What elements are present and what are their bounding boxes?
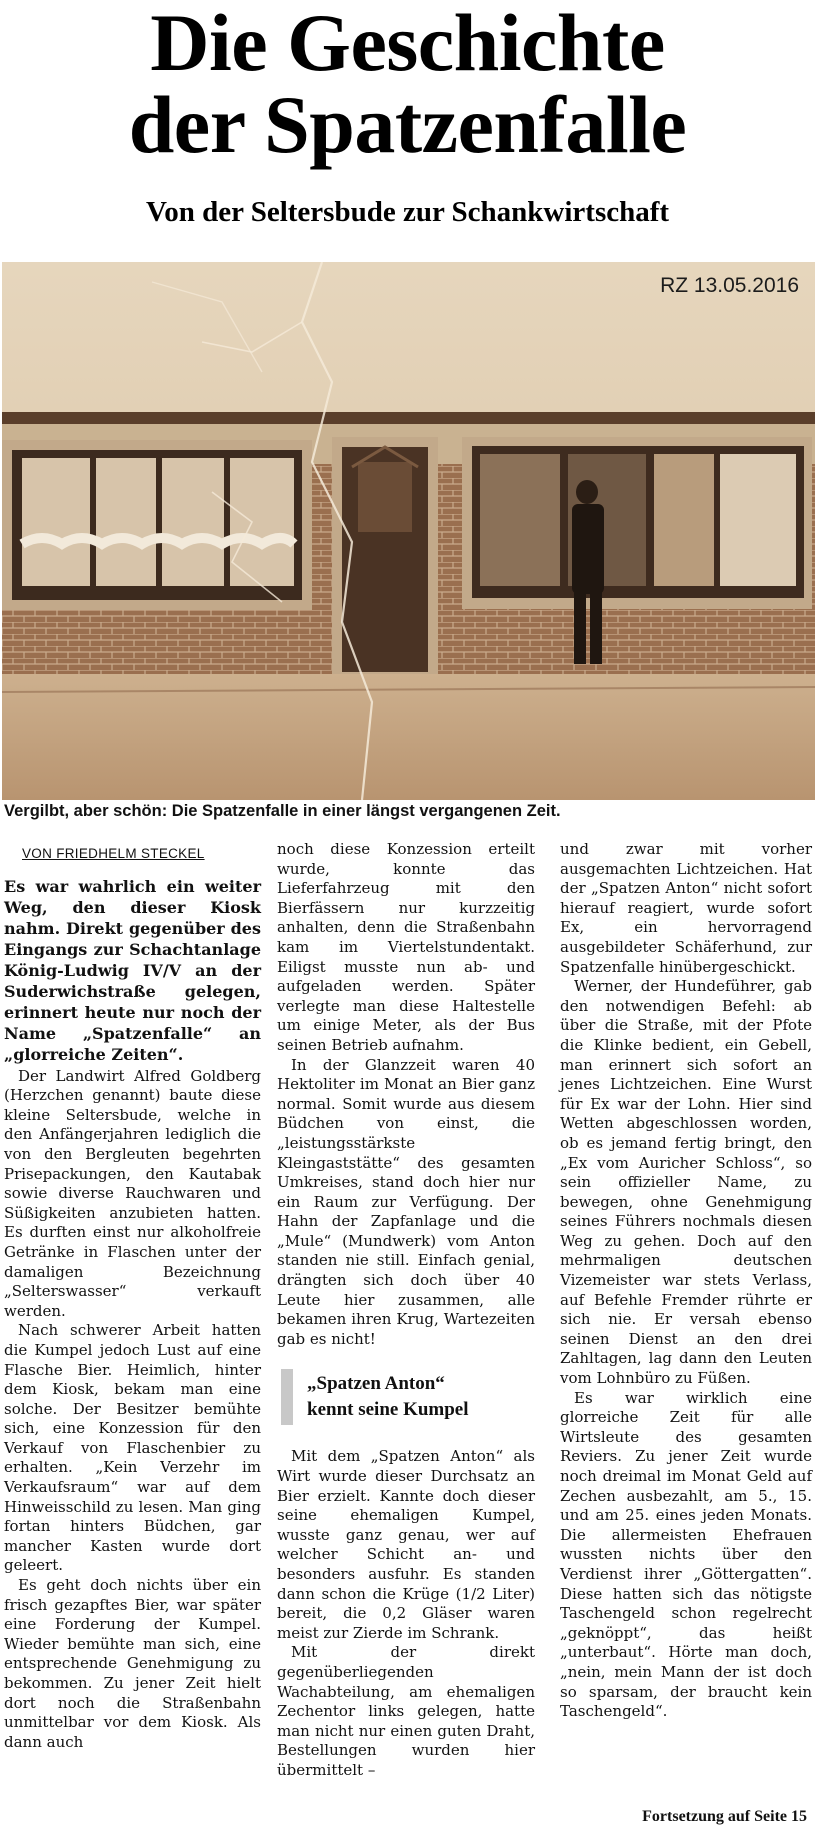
body-paragraph: und zwar mit vorher ausgemachten Lichtzeichen. Hat der „Spatzen Anton“ nicht sofort hierauf reagiert, wurde sofort Ex, ein hervorragend ausgebildeter Schäferhund, zur Spatzenfalle hinübergeschickt.: [560, 840, 812, 976]
section-subtitle: [281, 1369, 535, 1425]
body-paragraph: Es war wirklich eine glorreiche Zeit für alle Wirtsleute des gesamten Reviers. Zu jener Zeit wurde noch dreimal im Monat Geld auf Zechen ausbezahlt, am 5., 15. und am 25. eines jeden Monats. Die allermeisten Ehefrauen wussten nichts über den Verdienst ihrer „Göttergatten“. Diese hatten sich das nötigste Taschengeld schon regelrecht „geknöppt“, das heißt „unterbaut“. Hörte man doch, „nein, mein Mann der ist doch so sparsam, der braucht kein Taschengeld“.: [560, 1388, 812, 1721]
photo-date-stamp: RZ 13.05.2016: [660, 274, 799, 297]
article-column-2: [277, 840, 535, 1781]
body-paragraph: Nach schwerer Arbeit hatten die Kumpel jedoch Lust auf eine Flasche Bier. Heimlich, hinter dem Kiosk, bekam man eine solche. Der Besitzer bemühte sich, eine Konzession für den Verkauf von Flaschenbier zu erhalten. „Kein Verzehr im Verkaufsraum“ war auf dem Hinweisschild zu lesen. Man ging fortan hinters Büdchen, gar mancher Kasten wurde dort geleert.: [4, 1321, 261, 1575]
headline: [0, 0, 815, 170]
body-paragraph: In der Glanzzeit waren 40 Hektoliter im Monat an Bier ganz normal. Somit wurde aus diesem Büdchen von einst, die „leistungsstärkste Kleingaststätte“ des gesamten Umkreises, stand doch hier nur ein Raum zur Verfügung. Der Hahn der Zapfanlage und die „Mule“ (Mundwerk) vom Anton standen nie still. Einfach genial, drängten sich doch über 40 Leute hier zusammen, alle bekamen ihren Krug, Wartezeiten gab es nicht!: [277, 1055, 535, 1348]
body-paragraph: Der Landwirt Alfred Goldberg (Herzchen genannt) baute diese kleine Seltersbude, welche in den Anfängerjahren lediglich die von den Bergleuten begehrten Prisepackungen, den Kautabak sowie diverse Rauchwaren und Süßigkeiten anzubieten hatten. Es durften einst nur alkoholfreie Getränke in Flaschen unter der damaligen Bezeichnung „Selterswasser“ verkauft werden.: [4, 1066, 261, 1320]
body-paragraph: Werner, der Hundeführer, gab den notwendigen Befehl: ab über die Straße, mit der Pfote die Klinke bedient, ein Gebell, man erinnert sich sofort an jenes Lichtzeichen. Eine Wurst für Ex war der Lohn. Hier sind Wetten abgeschlossen worden, ob es jemand fertig bringt, den „Ex vom Auricher Schloss“, so sein offizieller Name, zu bewegen, ohne Genehmigung seines Führers nochmals diesen Weg zu gehen. Doch auf den mehrmaligen deutschen Vizemeister war stets Verlass, auf Befehle Fremder rührte er sich nie. Er versah ebenso seinen Dienst an den drei Zahltagen, lag dann den Leuten vom Lohnbüro zu Füßen.: [560, 977, 812, 1388]
body-paragraph: Mit dem „Spatzen Anton“ als Wirt wurde dieser Durchsatz an Bier erzielt. Kannte doch dieser seine ehemaligen Kumpel, wusste ganz genau, wer auf welcher Schicht an- und besonders ausfuhr. Es standen dann schon die Krüge (1/2 Liter) bereit, die 0,2 Gläser waren meist zur Zierde im Schrank.: [277, 1447, 535, 1642]
section-subtitle-line-2: kennt seine Kumpel: [307, 1399, 469, 1421]
body-paragraph: noch diese Konzession erteilt wurde, konnte das Lieferfahrzeug mit den Bierfässern nur kurzzeitig anhalten, denn die Straßenbahn kam im Viertelstundentakt. Eiligst musste nun ab- und aufgeladen werden. Später verlegte man diese Haltestelle um einige Meter, als der Bus seinen Betrieb aufnahm.: [277, 840, 535, 1054]
article-photo: [2, 262, 815, 800]
body-paragraph: Es geht doch nichts über ein frisch gezapftes Bier, war später eine Forderung der Kumpel. Wieder bemühte man sich, eine entsprechende Genehmigung zu bekommen. Zu jener Zeit hielt dort noch die Straßenbahn unmittelbar vor dem Kiosk. Als dann auch: [4, 1576, 261, 1751]
subheadline: Von der Seltersbude zur Schankwirtschaft: [145, 196, 670, 228]
byline: VON FRIEDHELM STECKEL: [22, 846, 205, 861]
article-column-1: [4, 840, 261, 1752]
body-paragraph: Mit der direkt gegenüberliegenden Wachabteilung, am ehemaligen Zechentor links gelegen, hatte man nicht nur einen guten Draht, Bestellungen wurden hier übermittelt –: [277, 1643, 535, 1779]
photo-kiosk-illustration: [2, 262, 815, 800]
photo-caption: Vergilbt, aber schön: Die Spatzenfalle in einer längst vergangenen Zeit.: [4, 802, 561, 820]
headline-line-2: der Spatzenfalle: [128, 79, 687, 170]
section-subtitle-line-1: „Spatzen Anton“: [307, 1373, 445, 1395]
headline-line-1: Die Geschichte: [150, 0, 665, 88]
continuation-note: Fortsetzung auf Seite 15: [642, 1808, 807, 1825]
article-column-3: [560, 840, 812, 1722]
lead-paragraph: Es war wahrlich ein weiter Weg, den dieser Kiosk nahm. Direkt gegenüber des Eingangs zur Schachtanlage König-Ludwig IV/V an der Suderwichstraße gelegen, erinnert heute nur noch der Name „Spatzenfalle“ an „glorreiche Zeiten“.: [4, 876, 261, 1064]
